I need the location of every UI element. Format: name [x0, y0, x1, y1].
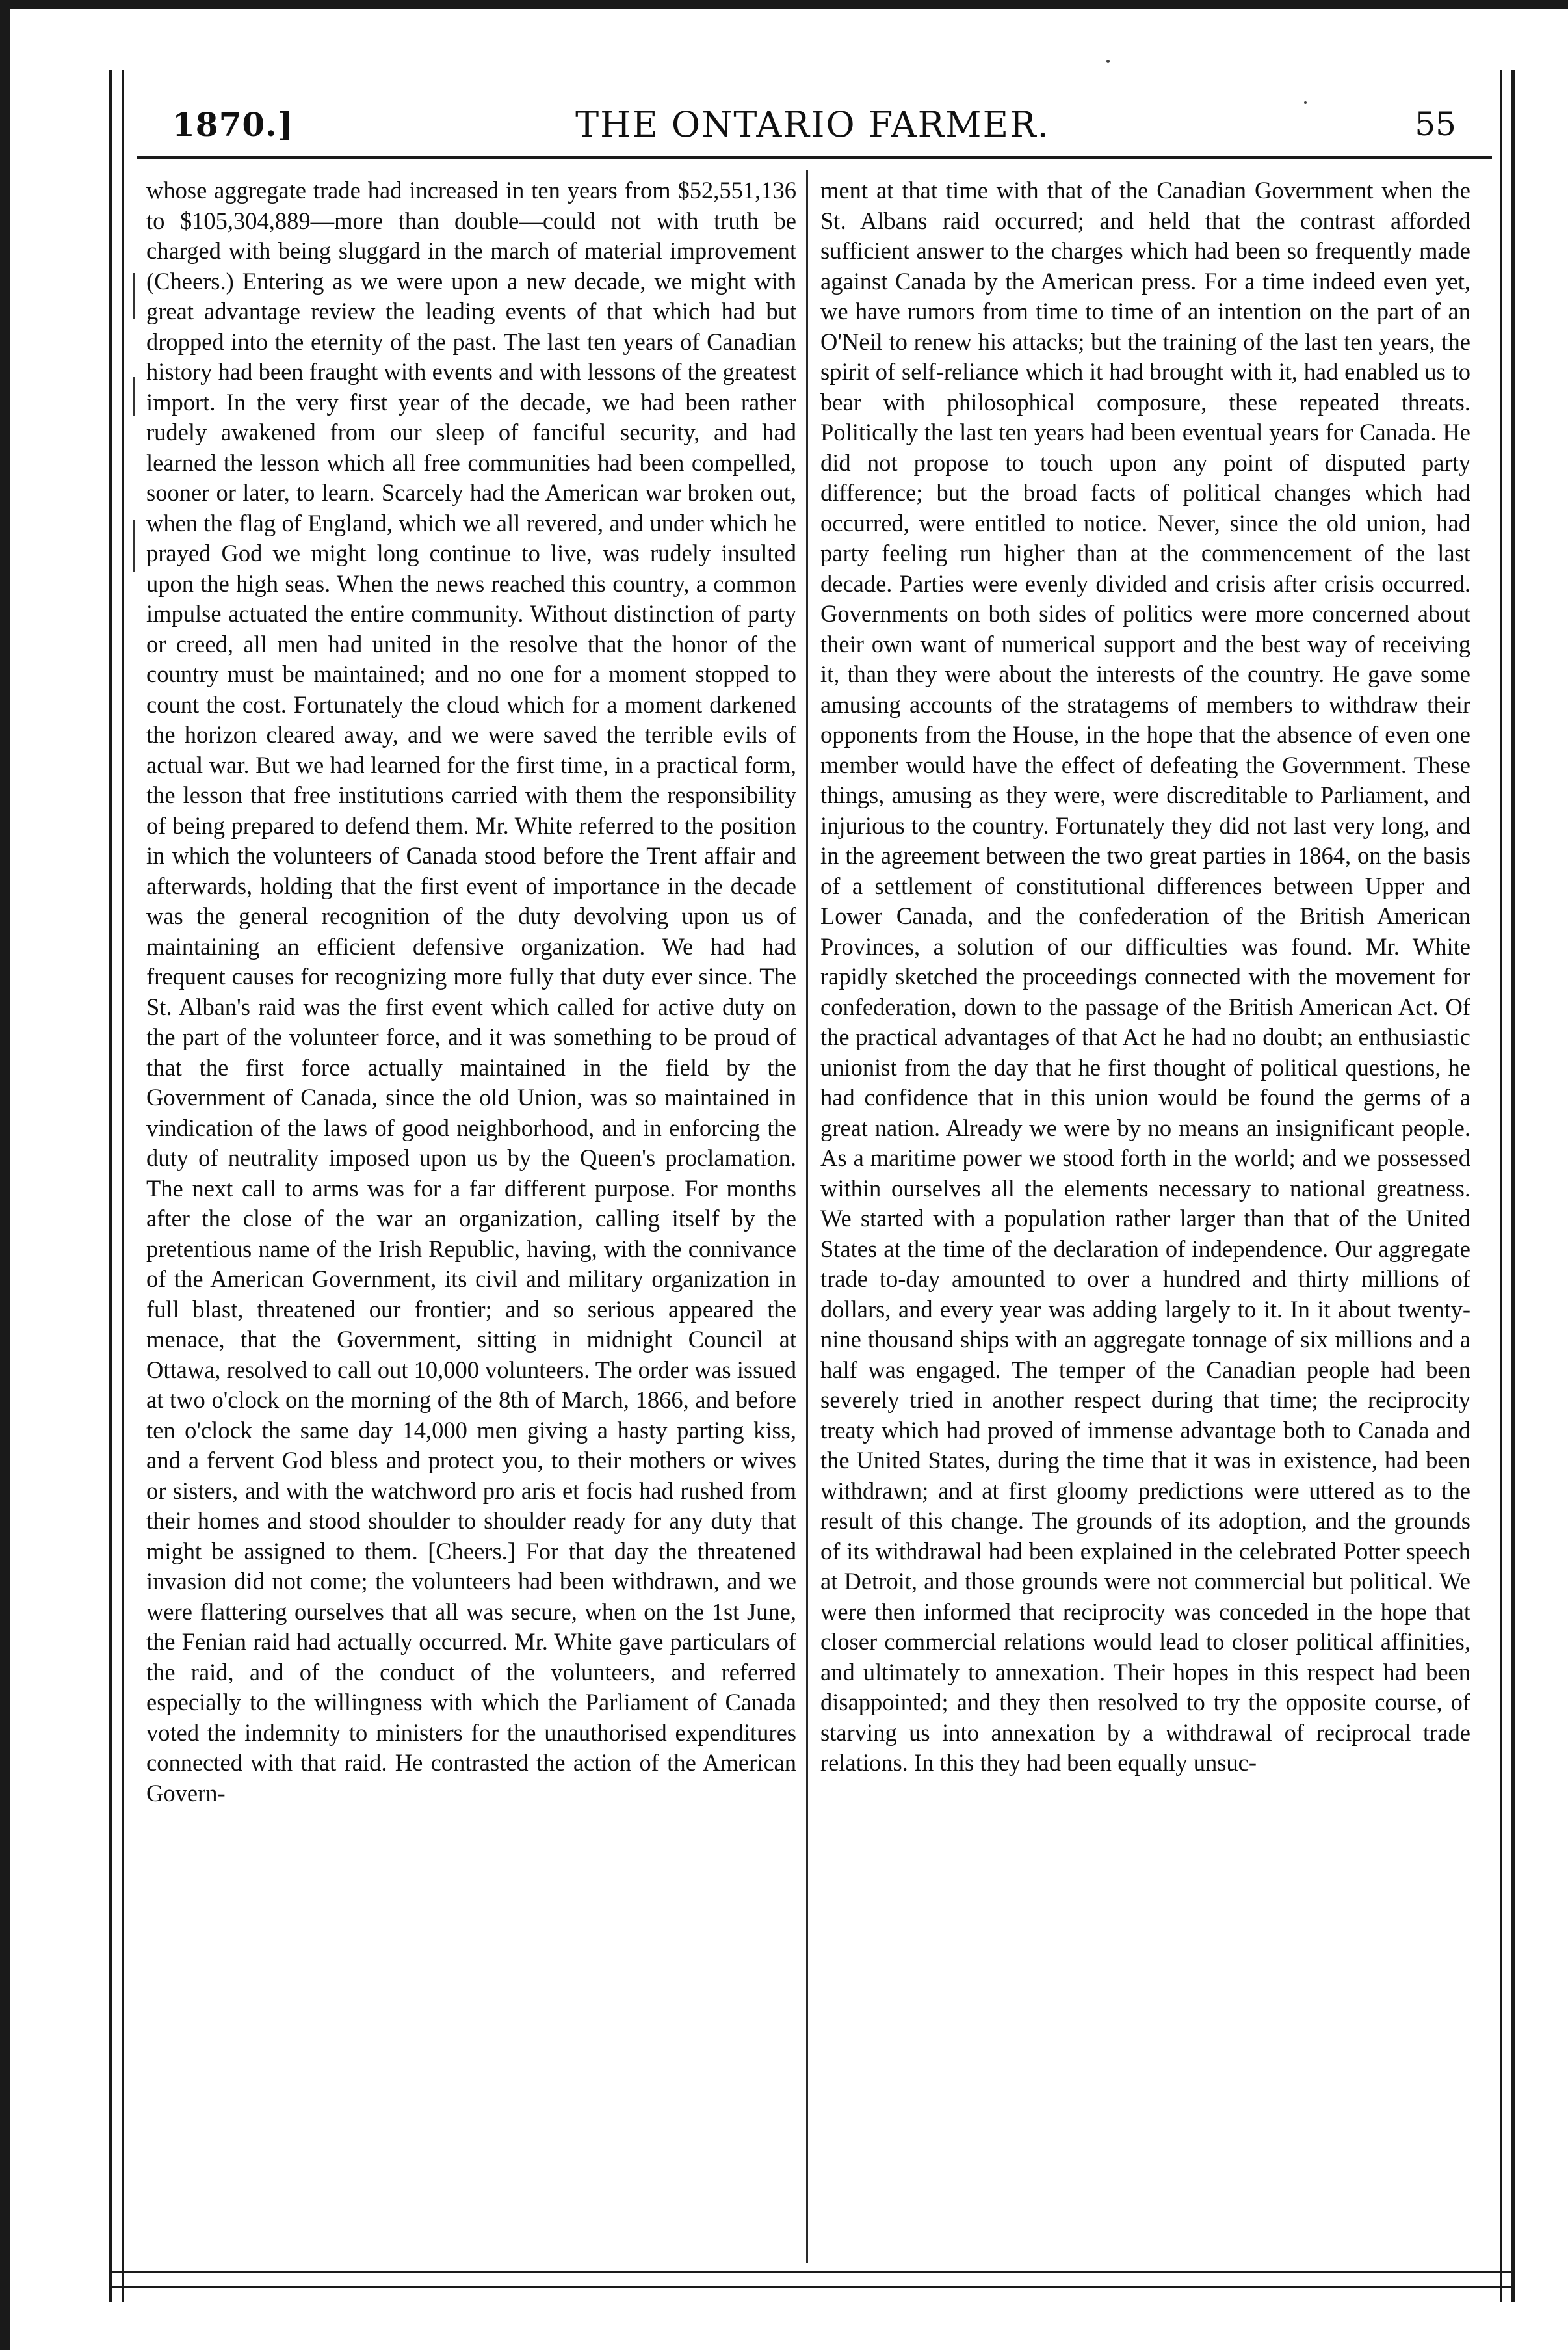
- page-number: 55: [1415, 105, 1456, 143]
- page-frame-inner-left: [122, 70, 124, 2302]
- left-binding-edge: [0, 0, 10, 2350]
- column-divider: [806, 170, 808, 2263]
- top-border-rule: [0, 0, 1568, 9]
- publication-title: THE ONTARIO FARMER.: [575, 104, 1050, 145]
- text-column-left: [146, 176, 796, 2263]
- left-column-text: whose aggregate trade had increased in ten years from $52,551,136 to $105,304,889—more than double—could not with truth be charged with being sluggard in the march of material improvement (Cheers.) Entering as we were upon a new decade, we might with great advantage review the leading events of that which had but dropped into the eternity of the past. The last ten years of Canadian history had been fraught with events and with lessons of the greatest import. In the very first year of the decade, we had been rather rudely awakened from our sleep of fanciful security, and had learned the lesson which all free communities had been compelled, sooner or later, to learn. Scarcely had the American war broken out, when the flag of England, which we all revered, and under which he prayed God we might long continue to live, was rudely insulted upon the high seas. When the news reached this country, a common impulse actuated the entire community. Without distinction of party or creed, all men had united in the resolve that the honor of the country must be maintained; and no one for a moment stopped to count the cost. Fortunately the cloud which for a moment darkened the horizon cleared away, and we were saved the terrible evils of actual war. But we had learned for the first time, in a practical form, the lesson that free institutions carried with them the responsibility of being prepared to defend them. Mr. White referred to the position in which the volunteers of Canada stood before the Trent affair and afterwards, holding that the first event of importance in the decade was the general recognition of the duty devolving upon us of maintaining an efficient defensive organization. We had had frequent causes for recognizing more fully that duty ever since. The St. Alban's raid was the first event which called for active duty on the part of the volunteer force, and it was something to be proud of that the first force actually maintained in the field by the Government of Canada, since the old Union, was so maintained in vindication of the laws of good neighborhood, and in enforcing the duty of neutrality imposed upon us by the Queen's proclamation. The next call to arms was for a far different purpose. For months after the close of the war an organization, calling itself by the pretentious name of the Irish Republic, having, with the connivance of the American Government, its civil and military organization in full blast, threatened our frontier; and so serious appeared the menace, that the Government, sitting in midnight Council at Ottawa, resolved to call out 10,000 volunteers. The order was issued at two o'clock on the morning of the 8th of March, 1866, and before ten o'clock the same day 14,000 men giving a hasty parting kiss, and a fervent God bless and protect you, to their mothers or wives or sisters, and with the watchword pro aris et focis had rushed from their homes and stood shoulder to shoulder ready for any duty that might be assigned to them. [Cheers.] For that day the threatened invasion did not come; the volunteers had been withdrawn, and we were flattering ourselves that all was secure, when on the 1st June, the Fenian raid had actually occurred. Mr. White gave particulars of the raid, and of the conduct of the volunteers, and referred especially to the willingness with which the Parliament of Canada voted the indemnity to ministers for the unauthorised expenditures connected with that raid. He contrasted the action of the American Govern-: [146, 177, 796, 1806]
- footer-rule-upper: [111, 2271, 1515, 2273]
- print-speck: [1304, 101, 1307, 104]
- header-rule: [137, 156, 1492, 159]
- page-frame-inner-right: [1500, 70, 1502, 2302]
- right-column-text: ment at that time with that of the Canadian Government when the St. Albans raid occurred; and held that the contrast afforded sufficient answer to the charges which had been so frequently made against Canada by the American press. For a time indeed even yet, we have rumors from time to time of an intention on the part of an O'Neil to renew his attacks; but the training of the last ten years, the spirit of self-reliance which it had brought with it, had enabled us to bear with philosophical composure, these repeated threats. Politically the last ten years had been eventual years for Canada. He did not propose to touch upon any point of disputed party difference; but the broad facts of political changes which had occurred, were entitled to notice. Never, since the old union, had party feeling run higher than at the commencement of the last decade. Parties were evenly divided and crisis after crisis occurred. Governments on both sides of politics were more concerned about their own want of numerical support and the best way of receiving it, than they were about the interests of the country. He gave some amusing accounts of the stratagems of members to withdraw their opponents from the House, in the hope that the absence of even one member would have the effect of defeating the Government. These things, amusing as they were, were discreditable to Parliament, and injurious to the country. Fortunately they did not last very long, and in the agreement between the two great parties in 1864, on the basis of a settlement of constitutional differences between Upper and Lower Canada, and the confederation of the British American Provinces, a solution of our difficulties was found. Mr. White rapidly sketched the proceedings connected with the movement for confederation, down to the passage of the British American Act. Of the practical advantages of that Act he had no doubt; an enthusiastic unionist from the day that he first thought of political questions, he had confidence that in this union would be found the germs of a great nation. Already we were by no means an insignificant people. As a maritime power we stood forth in the world; and we possessed within ourselves all the elements necessary to national greatness. We started with a population rather larger than that of the United States at the time of the declaration of independence. Our aggregate trade to-day amounted to over a hundred and thirty millions of dollars, and every year was adding largely to it. In it about twenty-nine thousand ships with an aggregate tonnage of six millions and a half was engaged. The temper of the Canadian people had been severely tried in another respect during that time; the reciprocity treaty which had proved of immense advantage both to Canada and the United States, during the time that it was in existence, had been withdrawn; and at first gloomy predictions were uttered as to the result of this change. The grounds of its adoption, and the grounds of its withdrawal had been explained in the celebrated Potter speech at Detroit, and those grounds were not commercial but political. We were then informed that reciprocity was conceded in the hope that closer commercial relations would lead to closer political affinities, and ultimately to annexation. Their hopes in this respect had been disappointed; and they then resolved to try the opposite course, of starving us into annexation by a withdrawal of reciprocal trade relations. In this they had been equally unsuc-: [820, 177, 1470, 1776]
- print-speck: [1106, 60, 1110, 63]
- footer-rule-lower: [111, 2286, 1515, 2288]
- header-year: 1870.]: [172, 105, 294, 144]
- margin-marks: [133, 182, 137, 962]
- text-column-right: [820, 176, 1470, 2263]
- running-header: [137, 98, 1489, 156]
